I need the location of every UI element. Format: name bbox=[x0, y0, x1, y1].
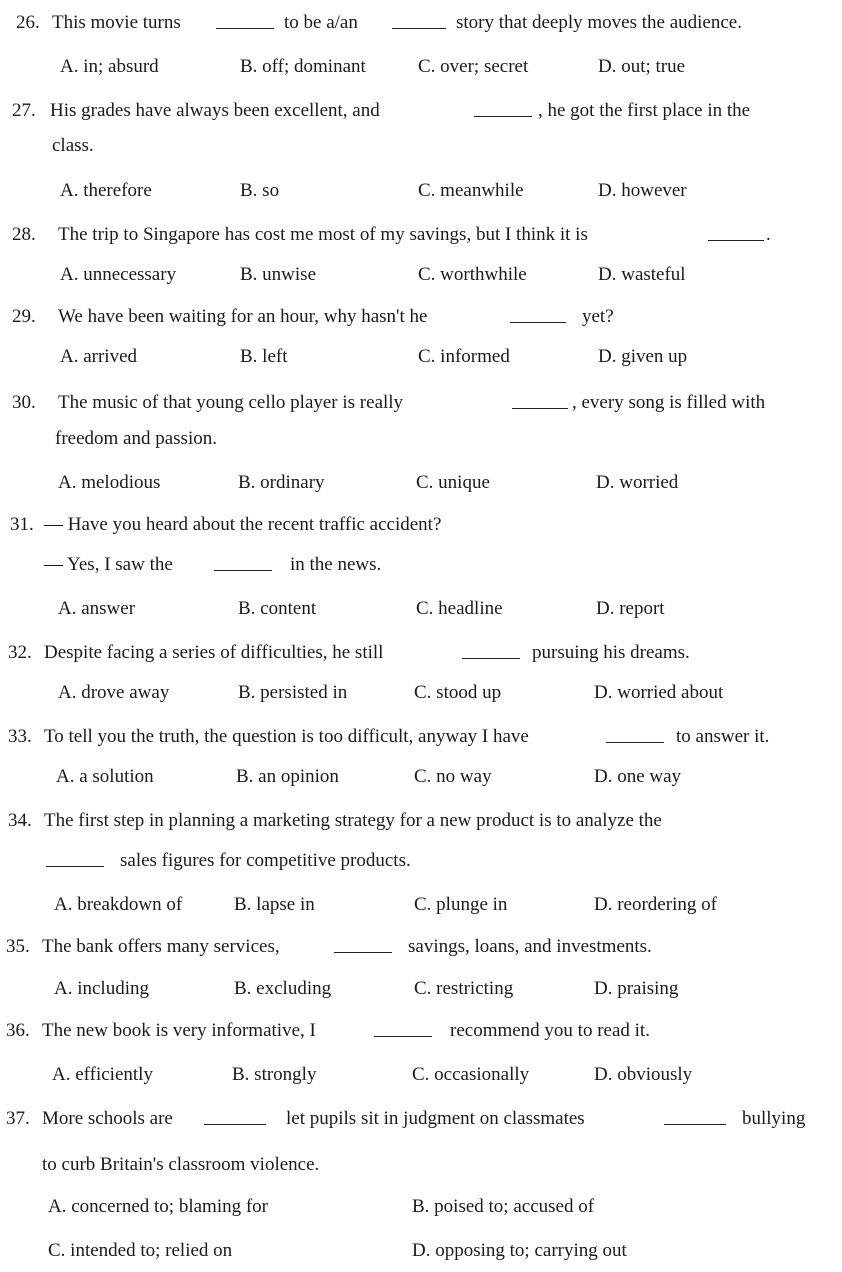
answer-blank bbox=[334, 936, 392, 953]
option-a[interactable]: A. therefore bbox=[60, 180, 152, 201]
option-c[interactable]: C. occasionally bbox=[412, 1064, 530, 1085]
option-a[interactable]: A. concerned to; blaming for bbox=[48, 1196, 269, 1217]
exam-page: 26. This movie turns to be a/an story that deeply moves the audience. A. in; absurd B. off; dominant C. over; secret D. out; true 27. His grades have always been excellent, and , he got the first place in the class. A. therefore B. so C. meanwhile D. however 28. The trip to Singapore has cost me most of my savings, but I think it is . A. unnecessary B. unwise C. worthwhile D. wasteful 29. We have been waiting for an hour, why hasn't he yet? A. arrived B. left C. informed D. given up 30. The music of that young cello player is really , every song is filled with freedom and passion. A. melodious B. ordinary C. unique D. worried 31. — Have you heard about the recent traffic accident? — Yes, I saw the in the news. A. answer B. content C. headline D. report 32. Despite facing a series of difficulties, he still pursuing his dreams. A. drove away B. persisted in C. stood up D. worried about 33. To tell you the truth, the question is too difficult, anyway I have to answer it. A. a solution B. an opinion C. no way D. one way 34. The first step in planning a marketing strategy for a new product is to analyze the sales figures for competitive products. A. breakdown of B. lapse in C. plunge in D. reordering of 35. The bank offers many services, savings, loans, and investments. A. including B. excluding C. restricting D. praising 36. The new book is very informative, I recommend you to read it. A. efficiently B. strongly C. occasionally D. obviously 37. More schools are let pupils sit in judgment on classmates bullying to curb Britain's classroom violence. A. concerned to; blaming for B. poised to; accused of C. intended to; relied on D. opposing to; carrying out bbox=[6, 12, 806, 1261]
option-a[interactable]: A. unnecessary bbox=[60, 264, 177, 285]
question-text: to answer it. bbox=[676, 726, 770, 747]
question-text: let pupils sit in judgment on classmates bbox=[286, 1108, 585, 1129]
question-number: 26. bbox=[16, 12, 40, 33]
question-text: recommend you to read it. bbox=[450, 1020, 650, 1041]
option-c[interactable]: C. headline bbox=[416, 598, 503, 619]
option-b[interactable]: B. left bbox=[240, 346, 288, 367]
option-a[interactable]: A. answer bbox=[58, 598, 136, 619]
question-text: , he got the first place in the bbox=[538, 100, 751, 121]
question-text: We have been waiting for an hour, why hasn't he bbox=[58, 306, 428, 327]
question-text: Despite facing a series of difficulties, he still bbox=[44, 642, 384, 663]
question-text: story that deeply moves the audience. bbox=[456, 12, 742, 33]
option-b[interactable]: B. strongly bbox=[232, 1064, 317, 1085]
question-text: bullying bbox=[742, 1108, 806, 1129]
answer-blank bbox=[708, 224, 764, 241]
option-a[interactable]: A. a solution bbox=[56, 766, 154, 787]
option-c[interactable]: C. worthwhile bbox=[418, 264, 527, 285]
option-a[interactable]: A. efficiently bbox=[52, 1064, 153, 1085]
question-text: to be a/an bbox=[284, 12, 358, 33]
option-c[interactable]: C. stood up bbox=[414, 682, 502, 703]
question-number: 32. bbox=[8, 642, 32, 663]
question-text: To tell you the truth, the question is too difficult, anyway I have bbox=[44, 726, 529, 747]
option-d[interactable]: D. wasteful bbox=[598, 264, 686, 285]
option-c[interactable]: C. intended to; relied on bbox=[48, 1240, 233, 1261]
option-b[interactable]: B. so bbox=[240, 180, 280, 201]
option-c[interactable]: C. informed bbox=[418, 346, 510, 367]
option-d[interactable]: D. worried about bbox=[594, 682, 724, 703]
answer-blank bbox=[46, 850, 104, 867]
option-a[interactable]: A. breakdown of bbox=[54, 894, 183, 915]
answer-blank bbox=[510, 306, 566, 323]
option-b[interactable]: B. poised to; accused of bbox=[412, 1196, 595, 1217]
question-number: 31. bbox=[10, 514, 34, 535]
option-d[interactable]: D. however bbox=[598, 180, 687, 201]
option-a[interactable]: A. including bbox=[54, 978, 149, 999]
question-text: More schools are bbox=[42, 1108, 173, 1129]
question-number: 29. bbox=[12, 306, 36, 327]
option-d[interactable]: D. opposing to; carrying out bbox=[412, 1240, 627, 1261]
option-a[interactable]: A. melodious bbox=[58, 472, 161, 493]
option-b[interactable]: B. ordinary bbox=[238, 472, 325, 493]
question-text: His grades have always been excellent, and bbox=[50, 100, 380, 121]
option-d[interactable]: D. obviously bbox=[594, 1064, 693, 1085]
option-b[interactable]: B. content bbox=[238, 598, 317, 619]
question-number: 27. bbox=[12, 100, 36, 121]
answer-blank bbox=[512, 392, 568, 409]
answer-blank bbox=[474, 100, 532, 117]
question-text: The first step in planning a marketing strategy for a new product is to analyze the bbox=[44, 810, 662, 831]
option-c[interactable]: C. plunge in bbox=[414, 894, 508, 915]
option-d[interactable]: D. out; true bbox=[598, 56, 686, 77]
question-text: This movie turns bbox=[52, 12, 181, 33]
question-number: 37. bbox=[6, 1108, 30, 1129]
option-b[interactable]: B. unwise bbox=[240, 264, 316, 285]
option-a[interactable]: A. in; absurd bbox=[60, 56, 159, 77]
answer-blank bbox=[214, 554, 272, 571]
answer-blank bbox=[374, 1020, 432, 1037]
question-text: , every song is filled with bbox=[572, 392, 766, 413]
option-b[interactable]: B. lapse in bbox=[234, 894, 315, 915]
option-a[interactable]: A. drove away bbox=[58, 682, 170, 703]
option-c[interactable]: C. meanwhile bbox=[418, 180, 524, 201]
answer-blank bbox=[204, 1108, 266, 1125]
option-a[interactable]: A. arrived bbox=[60, 346, 138, 367]
option-d[interactable]: D. one way bbox=[594, 766, 682, 787]
option-c[interactable]: C. unique bbox=[416, 472, 490, 493]
option-d[interactable]: D. worried bbox=[596, 472, 679, 493]
question-text: yet? bbox=[582, 306, 614, 327]
option-b[interactable]: B. an opinion bbox=[236, 766, 339, 787]
question-number: 34. bbox=[8, 810, 32, 831]
question-number: 33. bbox=[8, 726, 32, 747]
option-c[interactable]: C. restricting bbox=[414, 978, 514, 999]
option-b[interactable]: B. persisted in bbox=[238, 682, 348, 703]
question-text: savings, loans, and investments. bbox=[408, 936, 652, 957]
answer-blank bbox=[606, 726, 664, 743]
option-d[interactable]: D. reordering of bbox=[594, 894, 717, 915]
answer-blank bbox=[392, 12, 446, 29]
question-number: 28. bbox=[12, 224, 36, 245]
question-number: 35. bbox=[6, 936, 30, 957]
answer-blank bbox=[462, 642, 520, 659]
question-text: . bbox=[766, 224, 771, 245]
option-d[interactable]: D. report bbox=[596, 598, 665, 619]
option-d[interactable]: D. given up bbox=[598, 346, 688, 367]
question-text: — Have you heard about the recent traffic accident? bbox=[44, 514, 442, 535]
answer-blank bbox=[216, 12, 274, 29]
question-text: pursuing his dreams. bbox=[532, 642, 690, 663]
option-d[interactable]: D. praising bbox=[594, 978, 679, 999]
question-text: The music of that young cello player is really bbox=[58, 392, 404, 413]
question-text: The trip to Singapore has cost me most of my savings, but I think it is bbox=[58, 224, 588, 245]
option-b[interactable]: B. excluding bbox=[234, 978, 332, 999]
question-number: 36. bbox=[6, 1020, 30, 1041]
question-text: The new book is very informative, I bbox=[42, 1020, 316, 1041]
option-b[interactable]: B. off; dominant bbox=[240, 56, 366, 77]
answer-blank bbox=[664, 1108, 726, 1125]
option-c[interactable]: C. over; secret bbox=[418, 56, 529, 77]
question-text: The bank offers many services, bbox=[42, 936, 280, 957]
question-number: 30. bbox=[12, 392, 36, 413]
option-c[interactable]: C. no way bbox=[414, 766, 492, 787]
